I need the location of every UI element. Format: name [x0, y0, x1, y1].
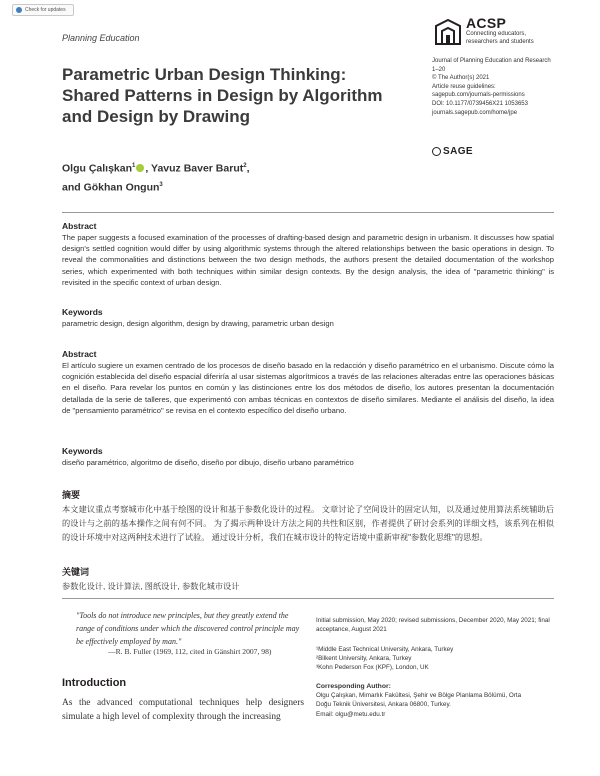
- keywords-es-text: diseño paramétrico, algoritmo de diseño, diseño por dibujo, diseño urbano paramétrico: [62, 458, 354, 467]
- abstract-en: [62, 221, 554, 288]
- divider: [62, 598, 554, 599]
- journal-section-label: Planning Education: [62, 33, 140, 43]
- corresponding-line-1: Olgu Çalışkan, Mimarlık Fakültesi, Şehir ve Bölge Planlama Bölümü, Orta: [316, 692, 522, 700]
- meta-doi-link[interactable]: DOI: 10.1177/0739456X21 1053653: [432, 100, 528, 107]
- meta-permissions-link[interactable]: sagepub.com/journals-permissions: [432, 92, 525, 99]
- abstract-zh-heading: 摘要: [62, 490, 81, 500]
- epigraph-quote: "Tools do not introduce new principles, but they greatly extend the range of conditions under which the discovered control principle may be effectively employed by man.": [76, 611, 300, 646]
- corresponding-author: [316, 682, 556, 719]
- keywords-en-text: parametric design, design algorithm, design by drawing, parametric urban design: [62, 319, 334, 328]
- sage-icon: [432, 147, 441, 156]
- epigraph-source: —R. B. Fuller (1969, 112, cited in Gänshirt 2007, 98): [108, 647, 272, 656]
- keywords-es-heading: Keywords: [62, 446, 103, 456]
- keywords-es: [62, 446, 554, 468]
- introduction-heading: Introduction: [62, 677, 127, 689]
- author-list: Olgu Çalışkan$^1$ , Yavuz Baver Barut$^2$, and Gökhan Ongun$^3$: [62, 162, 250, 193]
- keywords-zh-heading: 关键词: [62, 567, 90, 577]
- author-3[interactable]: and Gökhan Ongun: [62, 181, 160, 193]
- author-1[interactable]: Olgu Çalışkan: [62, 162, 133, 175]
- abstract-en-heading: Abstract: [62, 221, 97, 231]
- publisher-name: ACSP: [466, 15, 507, 31]
- author-2[interactable]: , Yavuz Baver Barut: [145, 162, 244, 175]
- badge-label: Check for updates: [25, 7, 66, 13]
- corresponding-email[interactable]: Email: olgu@metu.edu.tr: [316, 710, 386, 718]
- affiliation-1: ¹Middle East Technical University, Ankara, Turkey: [316, 646, 454, 653]
- meta-pages: 1–20: [432, 66, 446, 73]
- abstract-es-text: El artículo sugiere un examen centrado de los procesos de diseño basado en la redacción y diseño paramétrico en el urbanismo. Discute cómo la cognición establecida del diseño espacial diferiría al usar sistemas algorítmicos a través de las relaciones alteradas entre las operaciones básicas en el diseño. Para revelar los puntos en común y las distinciones entre los dos métodos de diseño, los autores presentan la documentación detallada de la serie de talleres, que experimentó con ambas técnicas en contextos de diseño similares. Mediante el análisis del diseño, la idea de "pensamiento paramétrico" se revisa en el contexto específico del diseño urbano.: [62, 361, 554, 415]
- meta-reuse: Article reuse guidelines:: [432, 83, 496, 90]
- acsp-logo-icon: [433, 18, 463, 46]
- introduction-text: As the advanced computational techniques help designers simulate a high level of complexity through the increasing: [62, 698, 304, 722]
- publisher-tagline: Connecting educators, researchers and students: [466, 31, 534, 45]
- submission-dates: Initial submission, May 2020; revised submissions, December 2020, May 2021; final acceptance, August 2021: [316, 617, 550, 634]
- check-for-updates-badge[interactable]: [12, 4, 74, 16]
- affiliations: [316, 645, 556, 673]
- affiliation-3: ³Kohn Pederson Fox (KPF), London, UK: [316, 664, 429, 672]
- keywords-zh-text: 参数化设计, 设计算法, 图纸设计, 参数化城市设计: [62, 582, 240, 591]
- abstract-es-heading: Abstract: [62, 349, 97, 359]
- article-meta: [432, 57, 582, 117]
- affiliation-2: ²Bilkent University, Ankara, Turkey: [316, 655, 412, 663]
- abstract-zh-text: 本文建议重点考察城市化中基于绘图的设计和基于参数化设计的过程。 文章讨论了空间设计的固定认知，以及通过使用算法系统辅助后的设计与之前的基本操作之间有何不同。 为了揭示两种设计方法之间的共性和区别，作者提供了研讨会系列的详细文档，该系列在相似的设计环境中对这两种技术进行了试验。 通过设计分析，我们在城市设计的特定语境中重新审视"参数化思维"的思想。: [62, 505, 554, 542]
- meta-journal: Journal of Planning Education and Research: [432, 58, 551, 64]
- keywords-zh: [62, 565, 554, 594]
- corresponding-line-2: Doğu Teknik Üniversitesi, Ankara 06800, Turkey.: [316, 701, 451, 709]
- abstract-en-text: The paper suggests a focused examination of the processes of drafting-based design and parametric design in urbanism. It discusses how spatial design's settled cognition would differ by using algorithmic systems through the altered relationships between the basic operations in design. To reveal the commonalities and distinctions between the two design methods, the authors present the detailed documentation of the workshop series, which experimented with both techniques within similar design contexts. By the design analysis, the idea of "parametric thinking" is revisited in the specific context of urban design.: [62, 233, 554, 287]
- orcid-icon[interactable]: [136, 164, 144, 172]
- update-icon: [16, 7, 22, 13]
- abstract-zh: [62, 488, 554, 544]
- keywords-en-heading: Keywords: [62, 307, 103, 317]
- abstract-es: [62, 349, 554, 416]
- meta-journal-link[interactable]: journals.sagepub.com/home/jpe: [432, 109, 518, 116]
- meta-copyright: © The Author(s) 2021: [432, 75, 490, 82]
- divider: [62, 212, 554, 213]
- keywords-en: [62, 307, 554, 329]
- corresponding-heading: Corresponding Author:: [316, 683, 391, 690]
- article-title: Parametric Urban Design Thinking: Shared Patterns in Design by Algorithm and Design by Drawing: [62, 65, 383, 126]
- sage-logo: SAGE: [432, 146, 473, 157]
